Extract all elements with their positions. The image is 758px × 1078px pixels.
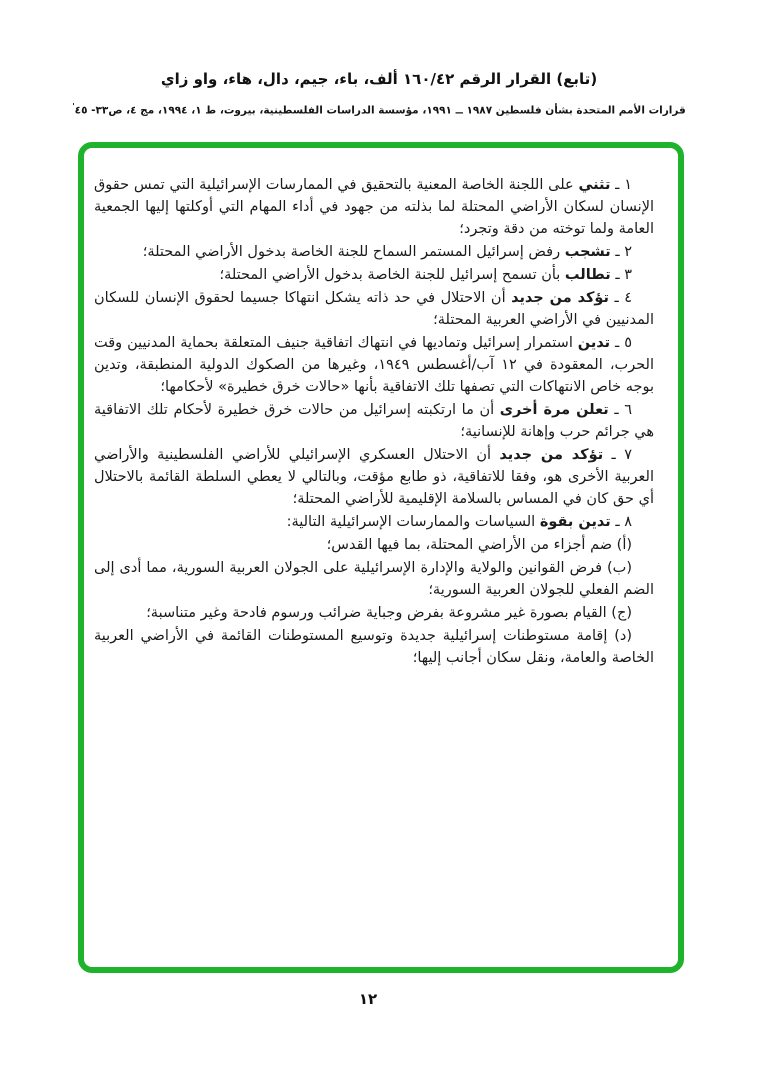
clause-text: أن ما ارتكبته إسرائيل من حالات خرق خطيرة لأحكام تلك الاتفاقية هي جرائم حرب وإهانة للإنسانية؛ (94, 402, 654, 440)
clause-8 (94, 511, 654, 533)
clause-text: بأن تسمح إسرائيل للجنة الخاصة بدخول الأراضي المحتلة؛ (219, 267, 565, 283)
page-number: ١٢ (358, 990, 378, 1008)
clause-2 (94, 241, 654, 263)
clause-verb: تؤكد من جديد (499, 447, 604, 463)
subclause-a (94, 534, 654, 556)
clause-text: السياسات والممارسات الإسرائيلية التالية: (286, 514, 540, 530)
clause-verb: تعلن مرة أخرى (499, 402, 609, 418)
clause-text: استمرار إسرائيل وتماديها في انتهاك اتفاقية جنيف المتعلقة بحماية المدنيين وقت الحرب، المعقودة في ١٢ آب/أغسطس ١٩٤٩، وغيرها من الصكوك الدولية المنطبقة، وتدين بوجه خاص الانتهاكات التي تصفها تلك الاتفاقية بأنها «حالات خرق خطيرة» لأحكامها؛ (94, 335, 654, 395)
clause-number: ١ ـ (610, 177, 633, 193)
clause-1 (94, 174, 654, 240)
clause-verb: تدين بقوة (539, 514, 611, 530)
clause-4 (94, 287, 654, 331)
subclause-text: إقامة مستوطنات إسرائيلية جديدة وتوسيع المستوطنات القائمة في الأراضي العربية الخاصة والعامة، ونقل سكان أجانب إليها؛ (94, 628, 654, 666)
subclause-letter: (ب) (602, 560, 632, 576)
subclause-b (94, 557, 654, 601)
clause-6 (94, 399, 654, 443)
clause-text: أن الاحتلال العسكري الإسرائيلي للأراضي الفلسطينية والأراضي العربية الأخرى هو، وفقا للاتفاقية، ذو طابع مؤقت، وبالتالي لا يعطي السلطة القائمة بالاحتلال أي حق كان في المساس بالسلامة الإقليمية للأراضي المحتلة؛ (94, 447, 654, 507)
subclause-text: القيام بصورة غير مشروعة بفرض وجباية ضرائب ورسوم فادحة وغير متناسبة؛ (146, 605, 607, 621)
clause-verb: تشجب (564, 244, 611, 260)
clause-5 (94, 332, 654, 398)
content-frame (78, 142, 684, 973)
subclause-text: فرض القوانين والولاية والإدارة الإسرائيلية على الجولان العربية السورية، مما أدى إلى الضم الفعلي للجولان العربية السورية؛ (94, 560, 654, 598)
clause-verb: تدين (577, 335, 611, 351)
subclause-letter: (د) (607, 628, 632, 644)
clause-number: ٣ ـ (610, 267, 632, 283)
footnote-mark: ' (72, 102, 75, 111)
clause-number: ٦ ـ (608, 402, 632, 418)
clause-text: أن الاحتلال في حد ذاته يشكل انتهاكا جسيما لحقوق الإنسان للسكان المدنيين في الأراضي العربية المحتلة؛ (94, 290, 654, 328)
clause-number: ٥ ـ (610, 335, 632, 351)
clause-verb: تثني (578, 177, 611, 193)
subclause-d (94, 625, 654, 669)
subclause-letter: (ج) (606, 605, 632, 621)
clause-3 (94, 264, 654, 286)
clause-verb: تؤكد من جديد (511, 290, 609, 306)
clause-7 (94, 444, 654, 510)
resolution-text (94, 174, 654, 670)
clause-verb: تطالب (564, 267, 611, 283)
clause-number: ٨ ـ (610, 514, 632, 530)
source-citation-text: قرارات الأمم المتحدة بشأن فلسطين ١٩٨٧ ــ ١٩٩١، مؤسسة الدراسات الفلسطينية، بيروت، ط ١، ١٩٩٤، مج ٤، ص٣٣- ٤٥ (74, 104, 686, 117)
document-title: (تابع) القرار الرقم ١٦٠/٤٢ ألف، باء، جيم، دال، هاء، واو زاي (160, 70, 598, 88)
clause-number: ٧ ـ (603, 447, 633, 463)
subclause-c (94, 602, 654, 624)
clause-text: على اللجنة الخاصة المعنية بالتحقيق في الممارسات الإسرائيلية التي تمس حقوق الإنسان لسكان الأراضي المحتلة لما بذلته من جهود في أداء المهام التي أوكلتها إليها الجمعية العامة ولما توخته من دقة وتجرد؛ (94, 177, 654, 237)
clause-text: رفض إسرائيل المستمر السماح للجنة الخاصة بدخول الأراضي المحتلة؛ (142, 244, 565, 260)
subclause-text: ضم أجزاء من الأراضي المحتلة، بما فيها القدس؛ (326, 537, 613, 553)
clause-number: ٤ ـ (608, 290, 632, 306)
clause-number: ٢ ـ (610, 244, 632, 260)
subclause-letter: (أ) (612, 537, 632, 553)
source-citation (0, 102, 758, 117)
